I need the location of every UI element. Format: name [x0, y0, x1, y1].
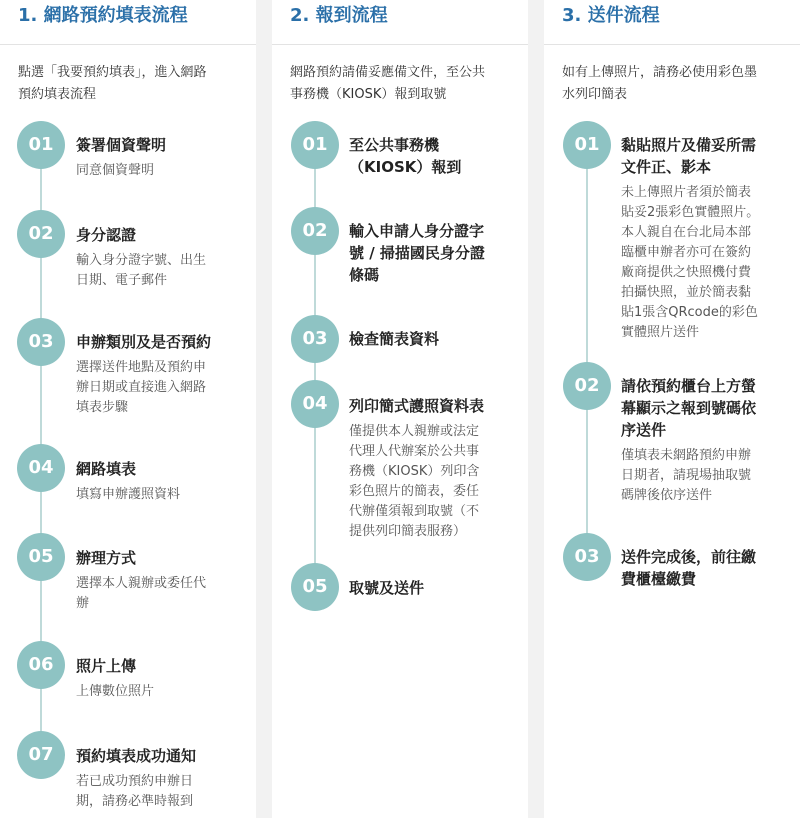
- step-title: 取號及送件: [349, 579, 425, 597]
- column-intro: 如有上傳照片，請務必使用彩色墨 水列印簡表: [562, 65, 758, 102]
- step-description: 未上傳照片者須於簡表 貼妥2張彩色實體照片。 本人親自在台北局本部 臨櫃申辦者亦可在簽約 廠商提供之快照機付費 拍攝快照，並於簡表黏 貼1張含QRcode的彩色 實體照片送件: [621, 185, 760, 340]
- step-title: 輸入申請人身分證字 號 / 掃描國民身分證 條碼: [349, 222, 485, 284]
- step-title: 網路填表: [76, 460, 137, 478]
- step-title: 照片上傳: [76, 657, 137, 675]
- step-number-badge: 05: [17, 533, 65, 581]
- step-description: 上傳數位照片: [76, 684, 155, 699]
- timeline-line: [586, 145, 588, 557]
- step-description: 選擇送件地點及預約申 辦日期或直接進入網路 填表步驟: [76, 360, 207, 415]
- step-number-badge: 03: [563, 533, 611, 581]
- column-intro: 網路預約請備妥應備文件，至公共 事務機（KIOSK）報到取號: [290, 65, 486, 102]
- step-title: 檢查簡表資料: [349, 330, 440, 348]
- column-submission: [544, 0, 800, 818]
- step-number-badge: 02: [563, 362, 611, 410]
- step-number-badge: 07: [17, 731, 65, 779]
- step-description: 選擇本人親辦或委任代 辦: [76, 576, 207, 611]
- column-intro: 點選「我要預約填表」，進入網路 預約填表流程: [18, 65, 207, 102]
- step-title: 預約填表成功通知: [76, 747, 197, 765]
- step-title: 簽署個資聲明: [76, 136, 167, 154]
- step-title: 黏貼照片及備妥所需 文件正、影本: [621, 136, 757, 176]
- step-number-badge: 04: [291, 380, 339, 428]
- step-number-badge: 01: [291, 121, 339, 169]
- step-title: 身分認證: [76, 226, 137, 244]
- step-number-badge: 03: [17, 318, 65, 366]
- step-title: 請依預約櫃台上方螢 幕顯示之報到號碼依 序送件: [621, 377, 757, 439]
- step-title: 列印簡式護照資料表: [349, 397, 485, 415]
- step-number-badge: 03: [291, 315, 339, 363]
- step-description: 輸入身分證字號、出生 日期、電子郵件: [76, 253, 207, 288]
- step-description: 僅填表未網路預約申辦 日期者，請現場抽取號 碼牌後依序送件: [621, 448, 752, 503]
- step-number-badge: 05: [291, 563, 339, 611]
- step-number-badge: 01: [17, 121, 65, 169]
- step-description: 同意個資聲明: [76, 163, 155, 178]
- step-description: 若已成功預約申辦日 期，請務必準時報到: [76, 774, 194, 809]
- title-divider: [0, 44, 256, 45]
- step-number-badge: 02: [291, 207, 339, 255]
- column-title: 2. 報到流程: [290, 5, 388, 26]
- step-description: 僅提供本人親辦或法定 代理人代辦案於公共事 務機（KIOSK）列印含 彩色照片的簡表，委任 代辦僅須報到取號（不 提供列印簡表服務）: [349, 424, 480, 539]
- title-divider: [544, 44, 800, 45]
- column-online-booking: [0, 0, 256, 818]
- step-title: 申辦類別及是否預約: [76, 333, 212, 351]
- step-description: 填寫申辦護照資料: [76, 487, 181, 502]
- step-title: 辦理方式: [76, 549, 137, 567]
- column-check-in: [272, 0, 528, 818]
- step-title: 至公共事務機 （KIOSK）報到: [349, 136, 462, 176]
- title-divider: [272, 44, 528, 45]
- step-number-badge: 02: [17, 210, 65, 258]
- step-title: 送件完成後，前往繳 費櫃檯繳費: [621, 548, 757, 588]
- step-number-badge: 04: [17, 444, 65, 492]
- step-number-badge: 06: [17, 641, 65, 689]
- step-number-badge: 01: [563, 121, 611, 169]
- column-title: 1. 網路預約填表流程: [18, 5, 188, 26]
- column-title: 3. 送件流程: [562, 5, 660, 26]
